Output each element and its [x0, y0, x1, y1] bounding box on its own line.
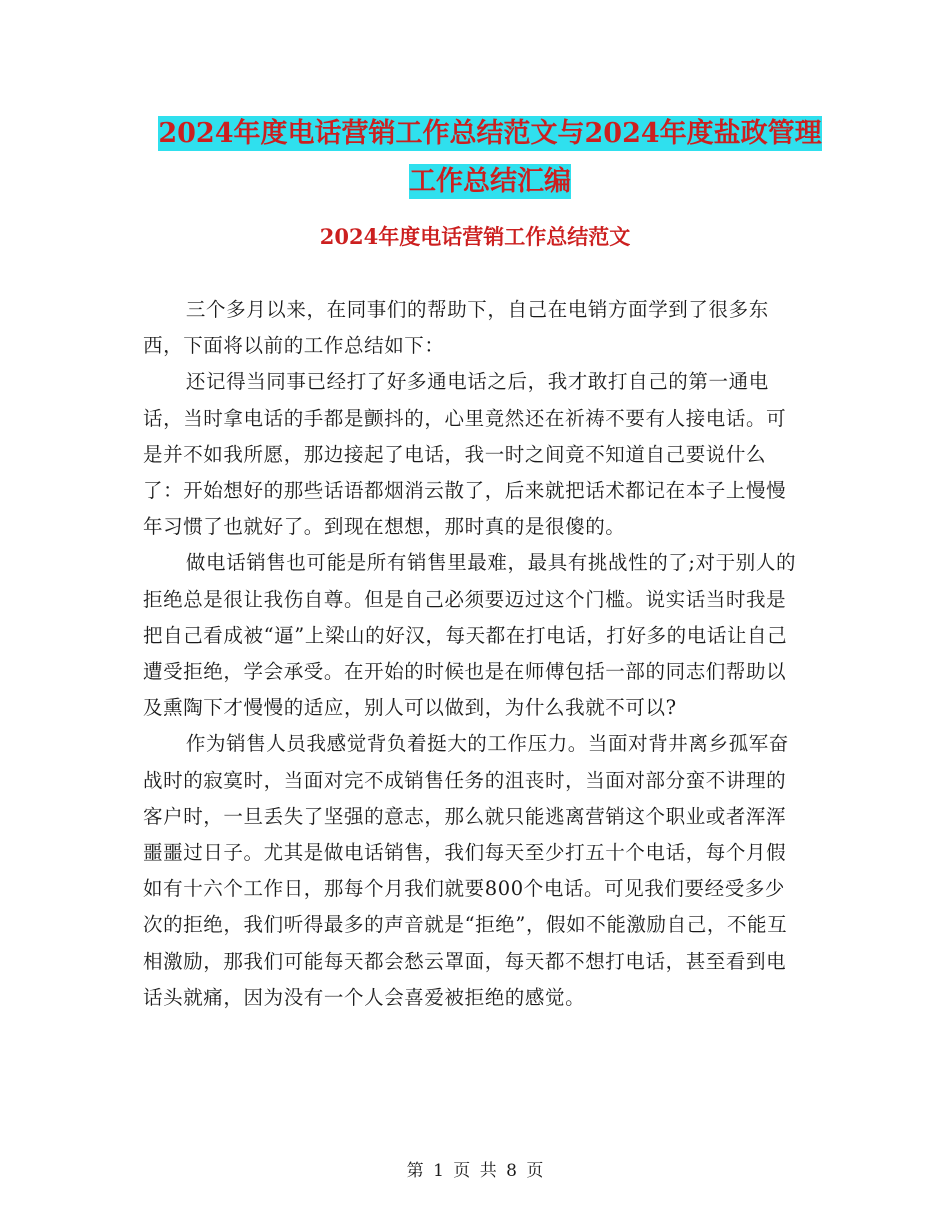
- section-title: 2024年度电话营销工作总结范文: [319, 224, 631, 249]
- document-title-line1: 2024年度电话营销工作总结范文与2024年度盐政管理: [158, 118, 822, 149]
- paragraph: 作为销售人员我感觉背负着挺大的工作压力。当面对背井离乡孤军奋战时的寂寞时，当面对完不成销售任务的沮丧时，当面对部分蛮不讲理的客户时，一旦丢失了坚强的意志，那么就只能逃离营销这个职业或者浑浑噩噩过日子。尤其是做电话销售，我们每天至少打五十个电话，每个月假如有十六个工作日，那每个月我们就要800个电话。可见我们要经受多少次的拒绝，我们听得最多的声音就是“拒绝”，假如不能激励自己，不能互相激励，那我们可能每天都会愁云罩面，每天都不想打电话，甚至看到电话头就痛，因为没有一个人会喜爱被拒绝的感觉。: [143, 732, 789, 1009]
- document-title-line2: 工作总结汇编: [409, 166, 571, 197]
- paragraph: 做电话销售也可能是所有销售里最难，最具有挑战性的了;对于别人的拒绝总是很让我伤自尊。但是自己必须要迈过这个门槛。说实话当时我是把自己看成被“逼”上梁山的好汉，每天都在打电话，打好多的电话让自己遭受拒绝，学会承受。在开始的时候也是在师傅包括一部的同志们帮助以及熏陶下才慢慢的适应，别人可以做到，为什么我就不可以?: [143, 551, 797, 720]
- document-title: [140, 110, 840, 206]
- paragraph: 三个多月以来，在同事们的帮助下，自己在电销方面学到了很多东西，下面将以前的工作总结如下：: [143, 298, 769, 358]
- body-text: [143, 292, 803, 1016]
- page-number-footer: 第 1 页 共 8 页: [406, 1161, 544, 1181]
- paragraph: 还记得当同事已经打了好多通电话之后，我才敢打自己的第一通电话，当时拿电话的手都是颤抖的，心里竟然还在祈祷不要有人接电话。可是并不如我所愿，那边接起了电话，我一时之间竟不知道自己要说什么了：开始想好的那些话语都烟消云散了，后来就把话术都记在本子上慢慢年习惯了也就好了。到现在想想，那时真的是很傻的。: [143, 370, 787, 539]
